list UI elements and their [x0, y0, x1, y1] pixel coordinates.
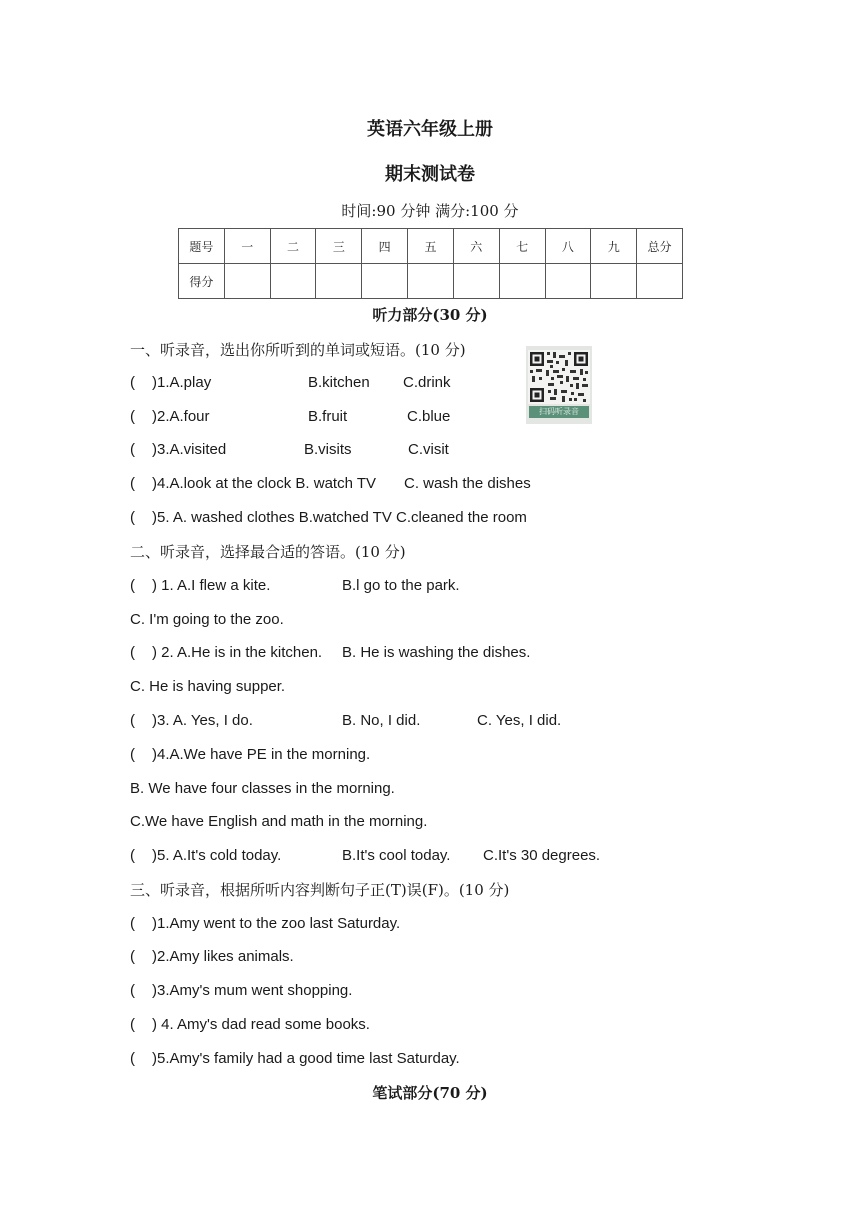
- statement-text: )5.Amy's family had a good time last Saturday.: [152, 1050, 460, 1067]
- option-b: B.It's cool today.: [342, 847, 451, 864]
- qr-label: 扫码听录音: [529, 406, 589, 418]
- option-a: )4.A.We have PE in the morning.: [152, 746, 371, 763]
- score-table-col: 三: [316, 229, 362, 264]
- score-cell[interactable]: [224, 264, 270, 299]
- option-c: C. Yes, I did.: [477, 712, 562, 729]
- score-table-col: 六: [453, 229, 499, 264]
- written-heading: 笔试部分(70 分): [372, 1084, 488, 1102]
- part2-question-4: [130, 743, 370, 767]
- listening-heading: 听力部分(30 分): [372, 306, 488, 324]
- answer-paren[interactable]: (: [130, 577, 135, 594]
- part3-statement-2: [130, 945, 294, 969]
- option-b: B.l go to the park.: [342, 577, 460, 594]
- part1-heading: 一、听录音，选出你所听到的单词或短语。(10 分): [130, 341, 466, 359]
- option-c: C.drink: [403, 374, 451, 391]
- part1-question-1: [130, 371, 530, 395]
- part2-question-2: [130, 641, 570, 665]
- part2-question-3: [130, 709, 600, 733]
- answer-paren[interactable]: (: [130, 408, 135, 425]
- score-table-col: 八: [545, 229, 591, 264]
- option-a: )5. A.It's cold today.: [152, 847, 282, 864]
- score-table-col: 七: [499, 229, 545, 264]
- option-a: )3. A. Yes, I do.: [152, 712, 253, 729]
- option-b: B.fruit: [308, 408, 348, 425]
- answer-paren[interactable]: (: [130, 644, 135, 661]
- score-table: [178, 228, 683, 299]
- option-c: C.blue: [407, 408, 451, 425]
- statement-text: )3.Amy's mum went shopping.: [152, 982, 353, 999]
- answer-paren[interactable]: (: [130, 948, 135, 965]
- score-cell[interactable]: [270, 264, 316, 299]
- part2-question-2-c: C. He is having supper.: [130, 678, 286, 695]
- option-a: )1.A.play: [152, 374, 212, 391]
- part2-question-1-c: C. I'm going to the zoo.: [130, 611, 284, 628]
- option-a: )2.A.four: [152, 408, 210, 425]
- part3-statement-5: [130, 1047, 460, 1071]
- answer-paren[interactable]: (: [130, 509, 135, 526]
- statement-text: ) 4. Amy's dad read some books.: [152, 1016, 370, 1033]
- page-title: 英语六年级上册: [367, 119, 493, 140]
- score-table-col: 四: [362, 229, 408, 264]
- option-b: B. No, I did.: [342, 712, 421, 729]
- option-b: B.visits: [304, 441, 352, 458]
- part1-question-4: [130, 472, 570, 496]
- score-table-score-row: [179, 264, 683, 299]
- part3-heading: 三、听录音，根据所听内容判断句子正(T)误(F)。(10 分): [130, 881, 510, 899]
- part3-statement-4: [130, 1013, 370, 1037]
- score-cell[interactable]: [499, 264, 545, 299]
- score-table-col: 五: [408, 229, 454, 264]
- option-ab: )4.A.look at the clock B. watch TV: [152, 475, 376, 492]
- time-info: 时间:90 分钟 满分:100 分: [341, 202, 519, 220]
- part3-statement-3: [130, 979, 352, 1003]
- score-cell[interactable]: [408, 264, 454, 299]
- answer-paren[interactable]: (: [130, 712, 135, 729]
- answer-paren[interactable]: (: [130, 1016, 135, 1033]
- answer-paren[interactable]: (: [130, 374, 135, 391]
- score-table-col: 二: [270, 229, 316, 264]
- answer-paren[interactable]: (: [130, 475, 135, 492]
- option-a: ) 1. A.I flew a kite.: [152, 577, 271, 594]
- part2-question-4-c: C.We have English and math in the morning.: [130, 813, 428, 830]
- part2-question-1: [130, 574, 530, 598]
- part1-question-5: [130, 506, 527, 530]
- page-subtitle: 期末测试卷: [385, 164, 475, 185]
- answer-paren[interactable]: (: [130, 982, 135, 999]
- score-cell[interactable]: [316, 264, 362, 299]
- score-table-score-label: 得分: [179, 264, 225, 299]
- statement-text: )2.Amy likes animals.: [152, 948, 294, 965]
- score-table-col: 一: [224, 229, 270, 264]
- score-cell[interactable]: [453, 264, 499, 299]
- answer-paren[interactable]: (: [130, 746, 135, 763]
- option-a: ) 2. A.He is in the kitchen.: [152, 644, 323, 661]
- score-cell[interactable]: [362, 264, 408, 299]
- score-table-header-row: [179, 229, 683, 264]
- option-c: C. wash the dishes: [404, 475, 531, 492]
- score-table-col: 总分: [637, 229, 683, 264]
- option-c: C.It's 30 degrees.: [483, 847, 601, 864]
- answer-paren[interactable]: (: [130, 441, 135, 458]
- answer-paren[interactable]: (: [130, 915, 135, 932]
- part3-statement-1: [130, 912, 400, 936]
- part1-question-2: [130, 405, 530, 429]
- score-cell[interactable]: [545, 264, 591, 299]
- score-cell[interactable]: [637, 264, 683, 299]
- option-b: B.kitchen: [308, 374, 370, 391]
- score-table-label: 题号: [179, 229, 225, 264]
- part1-question-3: [130, 438, 530, 462]
- score-cell[interactable]: [591, 264, 637, 299]
- statement-text: )1.Amy went to the zoo last Saturday.: [152, 915, 401, 932]
- part2-question-4-b: B. We have four classes in the morning.: [130, 780, 395, 797]
- option-b: B. He is washing the dishes.: [342, 644, 531, 661]
- qr-code-image: [526, 346, 592, 424]
- option-c: C.visit: [408, 441, 449, 458]
- answer-paren[interactable]: (: [130, 1050, 135, 1067]
- option-a: )3.A.visited: [152, 441, 227, 458]
- answer-paren[interactable]: (: [130, 847, 135, 864]
- score-table-col: 九: [591, 229, 637, 264]
- options: )5. A. washed clothes B.watched TV C.cleaned the room: [152, 509, 527, 526]
- part2-question-5: [130, 844, 620, 868]
- part2-heading: 二、听录音，选择最合适的答语。(10 分): [130, 543, 406, 561]
- qr-code-icon: [526, 346, 592, 406]
